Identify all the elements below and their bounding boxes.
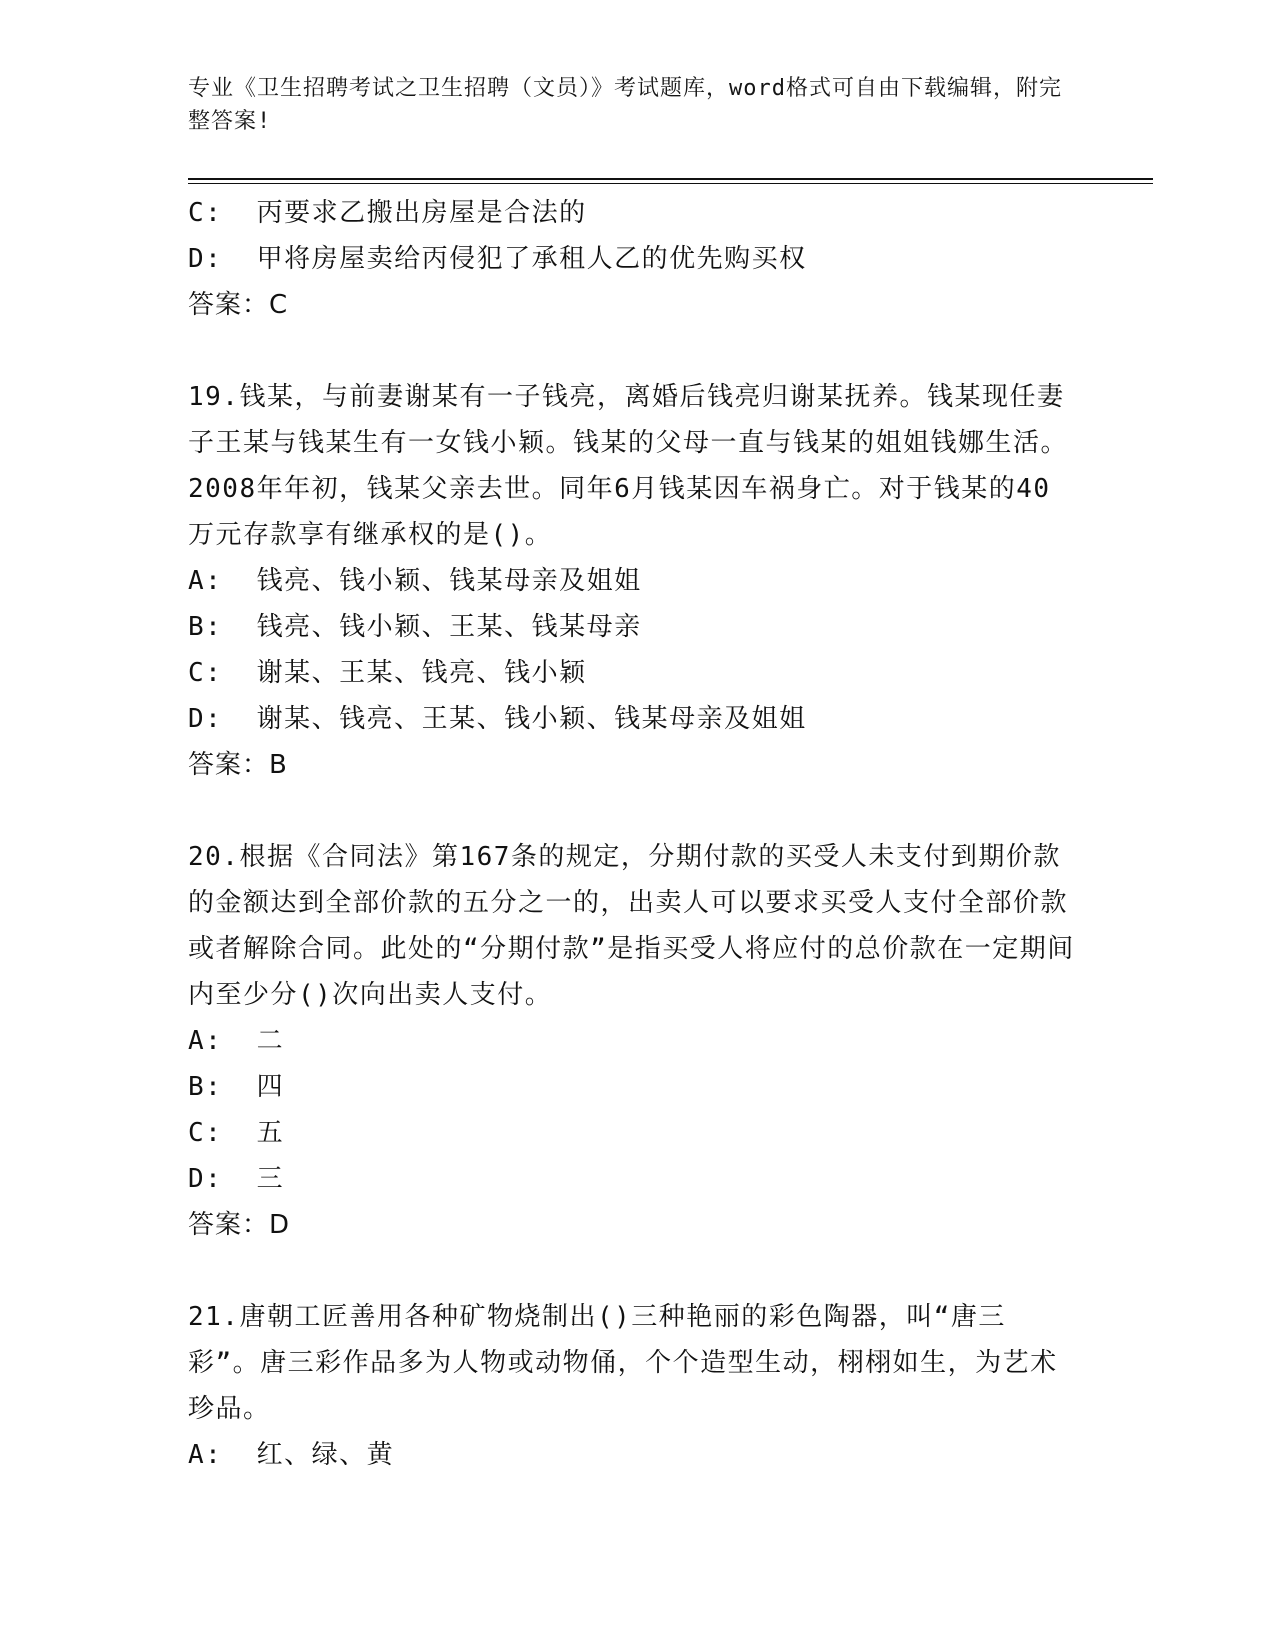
option-d: D: 谢某、钱亮、王某、钱小颖、钱某母亲及姐姐 xyxy=(188,704,807,734)
answer-line: 答案：B xyxy=(188,750,288,780)
option-c: C: 五 xyxy=(188,1118,285,1148)
answer-line: 答案：D xyxy=(188,1210,291,1240)
question-stem: 21.唐朝工匠善用各种矿物烧制出()三种艳丽的彩色陶器，叫“唐三彩”。唐三彩作品多为人物或动物俑，个个造型生动，栩栩如生，为艺术珍品。 xyxy=(188,1302,1058,1424)
option-d: D: 甲将房屋卖给丙侵犯了承租人乙的优先购买权 xyxy=(188,244,807,274)
option-b: B: 钱亮、钱小颖、王某、钱某母亲 xyxy=(188,612,642,642)
option-a: A: 红、绿、黄 xyxy=(188,1440,395,1470)
question-19 xyxy=(188,374,1088,788)
option-d: D: 三 xyxy=(188,1164,285,1194)
header-rule-thick xyxy=(188,178,1153,180)
question-20 xyxy=(188,834,1088,1248)
option-b: B: 四 xyxy=(188,1072,285,1102)
answer-line: 答案：C xyxy=(188,290,289,320)
option-a: A: 二 xyxy=(188,1026,285,1056)
question-21 xyxy=(188,1294,1088,1478)
question-content xyxy=(188,190,1088,1478)
document-header: 专业《卫生招聘考试之卫生招聘（文员）》考试题库，word格式可自由下载编辑，附完整答案! xyxy=(188,76,1062,134)
question-stem: 19.钱某，与前妻谢某有一子钱亮，离婚后钱亮归谢某抚养。钱某现任妻子王某与钱某生有一女钱小颖。钱某的父母一直与钱某的姐姐钱娜生活。2008年年初，钱某父亲去世。同年6月钱某因车祸身亡。对于钱某的40万元存款享有继承权的是()。 xyxy=(188,382,1069,550)
option-a: A: 钱亮、钱小颖、钱某母亲及姐姐 xyxy=(188,566,642,596)
question-stem: 20.根据《合同法》第167条的规定，分期付款的买受人未支付到期价款的金额达到全部价款的五分之一的，出卖人可以要求买受人支付全部价款或者解除合同。此处的“分期付款”是指买受人将应付的总价款在一定期间内至少分()次向出卖人支付。 xyxy=(188,842,1075,1010)
option-c: C: 丙要求乙搬出房屋是合法的 xyxy=(188,198,587,228)
option-c: C: 谢某、王某、钱亮、钱小颖 xyxy=(188,658,587,688)
header-rule-thin xyxy=(188,183,1153,184)
prev-question-block xyxy=(188,190,1088,328)
